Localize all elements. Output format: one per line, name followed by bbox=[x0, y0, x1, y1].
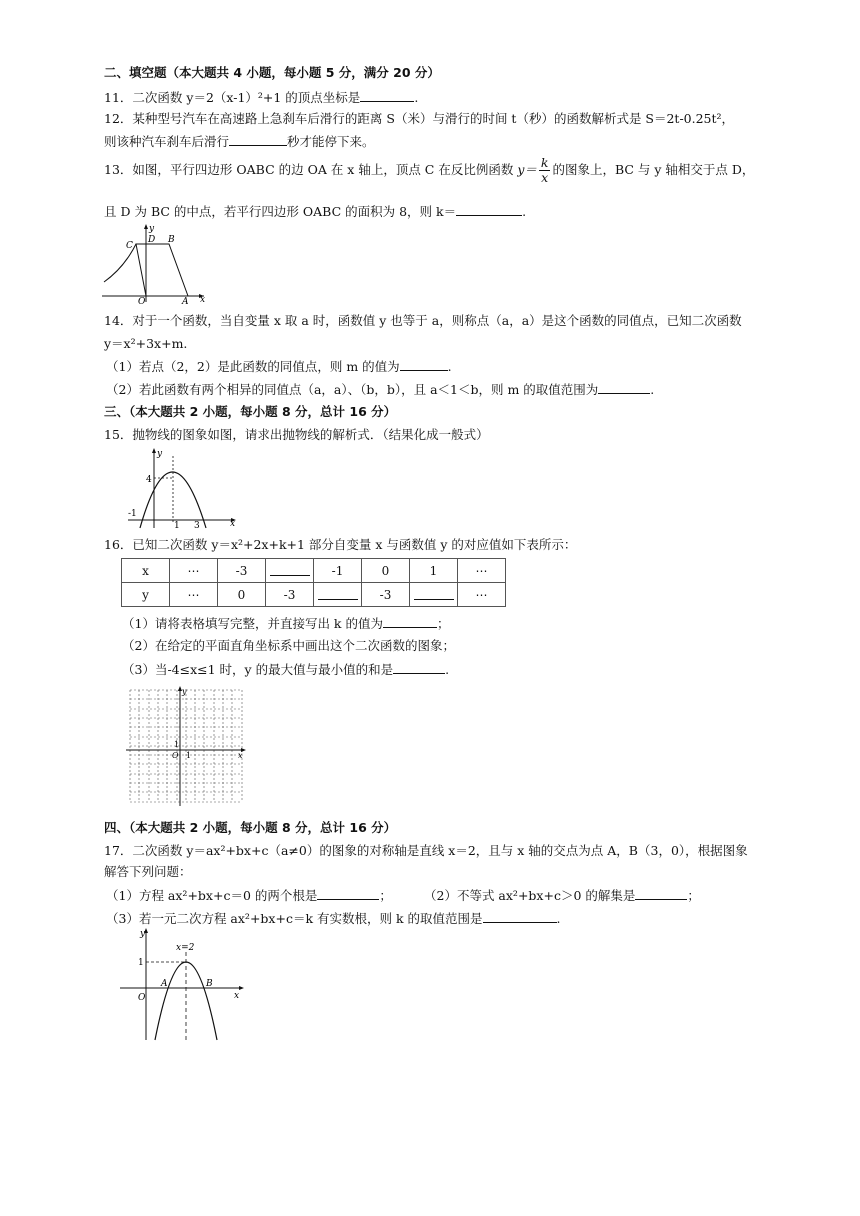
table-cell: -3 bbox=[266, 583, 314, 607]
question-text: 且 D 为 BC 的中点，若平行四边形 OABC 的面积为 8，则 k＝ bbox=[104, 204, 457, 219]
question-12-line2 bbox=[104, 133, 375, 150]
section-title: 二、填空题（本大题共 4 小题，每小题 5 分，满分 20 分） bbox=[104, 65, 440, 80]
table-cell: 0 bbox=[362, 559, 410, 583]
label-1: 1 bbox=[138, 958, 144, 968]
question-text: 的图象上，BC 与 y 轴相交于点 D， bbox=[552, 162, 755, 177]
table-cell: x bbox=[122, 559, 170, 583]
punct: . bbox=[445, 662, 450, 677]
question-11 bbox=[104, 89, 418, 106]
punct: . bbox=[414, 90, 419, 105]
answer-blank[interactable] bbox=[414, 587, 454, 600]
table-cell: y bbox=[122, 583, 170, 607]
question-text: 11．二次函数 y＝2（x-1）²+1 的顶点坐标是 bbox=[104, 90, 361, 105]
label-x-eq-2: x=2 bbox=[176, 943, 195, 953]
formula-y: y＝ bbox=[517, 162, 537, 177]
label-A: A bbox=[161, 979, 168, 989]
section-title: 四、（本大题共 2 小题，每小题 8 分，总计 16 分） bbox=[104, 820, 397, 835]
section-title: 三、（本大题共 2 小题，每小题 8 分，总计 16 分） bbox=[104, 404, 397, 419]
label-D: D bbox=[148, 235, 156, 245]
answer-blank[interactable] bbox=[400, 358, 448, 371]
punct: ； bbox=[436, 616, 450, 631]
table-cell: ⋯ bbox=[458, 559, 506, 583]
punct: . bbox=[556, 911, 561, 926]
table-cell: ⋯ bbox=[458, 583, 506, 607]
question-text: （1）若点（2，2）是此函数的同值点，则 m 的值为 bbox=[106, 359, 400, 374]
label-x: x bbox=[234, 991, 240, 1001]
answer-blank[interactable] bbox=[229, 133, 287, 146]
label-y: y bbox=[149, 224, 155, 234]
label-4: 4 bbox=[146, 475, 152, 485]
label-B: B bbox=[206, 979, 213, 989]
label-x: x bbox=[230, 519, 236, 529]
question-text: 则该种汽车刹车后滑行 bbox=[104, 134, 230, 149]
question-16-part3 bbox=[122, 661, 449, 678]
label-y: y bbox=[157, 449, 163, 459]
label-O: O bbox=[138, 297, 146, 304]
punct: ； bbox=[379, 888, 392, 903]
answer-blank[interactable] bbox=[318, 587, 358, 600]
answer-blank[interactable] bbox=[383, 615, 437, 628]
table-cell-blank[interactable] bbox=[314, 583, 362, 607]
label-x: x bbox=[200, 295, 206, 304]
fraction-k-over-x: $\frac{k}{x}$ bbox=[540, 155, 549, 185]
answer-blank[interactable] bbox=[393, 661, 445, 674]
question-15: 15．抛物线的图象如图，请求出抛物线的解析式．（结果化成一般式） bbox=[104, 427, 489, 442]
question-16-part2: （2）在给定的平面直角坐标系中画出这个二次函数的图象； bbox=[122, 638, 455, 653]
answer-blank[interactable] bbox=[317, 887, 379, 900]
label-y: y bbox=[140, 929, 146, 939]
q17-figure bbox=[118, 924, 248, 1042]
question-16: 16．已知二次函数 y＝x²+2x+k+1 部分自变量 x 与函数值 y 的对应值如下表所示： bbox=[104, 537, 577, 552]
punct: . bbox=[447, 359, 452, 374]
punct: . bbox=[650, 382, 655, 397]
table-cell: -1 bbox=[314, 559, 362, 583]
table-cell: ⋯ bbox=[170, 583, 218, 607]
label-x: x bbox=[238, 751, 243, 760]
punct: . bbox=[522, 204, 527, 219]
label-y: y bbox=[182, 687, 187, 696]
parallelogram bbox=[136, 244, 188, 296]
table-cell: ⋯ bbox=[170, 559, 218, 583]
question-17-line2: 解答下列问题： bbox=[104, 864, 192, 879]
answer-blank[interactable] bbox=[483, 910, 557, 923]
table-cell: 1 bbox=[410, 559, 458, 583]
label-C: C bbox=[126, 241, 133, 251]
question-text: 秒才能停下来。 bbox=[287, 134, 375, 149]
question-16-part1 bbox=[122, 615, 450, 632]
table-cell: 0 bbox=[218, 583, 266, 607]
question-text: （1）方程 ax²+bx+c＝0 的两个根是 bbox=[106, 888, 318, 903]
question-17-part2 bbox=[424, 887, 700, 904]
question-14-part2 bbox=[106, 381, 654, 398]
table-cell-blank[interactable] bbox=[266, 559, 314, 583]
label-1-x: 1 bbox=[186, 751, 192, 760]
question-text: （3）当-4≤x≤1 时，y 的最大值与最小值的和是 bbox=[122, 662, 394, 677]
table-row bbox=[122, 559, 506, 583]
question-text: 13．如图，平行四边形 OABC 的边 OA 在 x 轴上，顶点 C 在反比例函数 bbox=[104, 162, 514, 177]
table-cell-blank[interactable] bbox=[410, 583, 458, 607]
label-1-y: 1 bbox=[174, 740, 180, 749]
value-table bbox=[121, 558, 506, 607]
question-13-line2 bbox=[104, 203, 526, 220]
q13-figure bbox=[98, 222, 208, 304]
answer-blank[interactable] bbox=[270, 563, 310, 576]
answer-blank[interactable] bbox=[456, 203, 522, 216]
label-3: 3 bbox=[194, 521, 200, 530]
question-text: （1）请将表格填写完整，并直接写出 k 的值为 bbox=[122, 616, 383, 631]
label-B: B bbox=[168, 235, 175, 245]
answer-blank[interactable] bbox=[635, 887, 687, 900]
question-text: （2）若此函数有两个相异的同值点（a，a）、（b，b），且 a＜1＜b，则 m 的取值范围为 bbox=[106, 382, 599, 397]
q16-coordinate-grid[interactable] bbox=[126, 686, 246, 806]
question-14-line1: 14．对于一个函数，当自变量 x 取 a 时，函数值 y 也等于 a，则称点（a，a）是这个函数的同值点，已知二次函数 bbox=[104, 313, 742, 328]
question-13-line1 bbox=[104, 156, 754, 185]
question-14-line2: y＝x²+3x+m. bbox=[104, 336, 188, 351]
q15-figure bbox=[124, 446, 238, 530]
question-text: （2）不等式 ax²+bx+c＞0 的解集是 bbox=[424, 888, 636, 903]
question-17-part1 bbox=[106, 887, 392, 904]
label-O: O bbox=[138, 993, 146, 1003]
answer-blank[interactable] bbox=[360, 89, 414, 102]
table-row bbox=[122, 583, 506, 607]
question-14-part1 bbox=[106, 358, 452, 375]
table-cell: -3 bbox=[218, 559, 266, 583]
question-text: （3）若一元二次方程 ax²+bx+c＝k 有实数根，则 k 的取值范围是 bbox=[106, 911, 483, 926]
table-cell: -3 bbox=[362, 583, 410, 607]
question-12-line1: 12．某种型号汽车在高速路上急刹车后滑行的距离 S（米）与滑行的时间 t（秒）的函数解析式是 S＝2t-0.25t²， bbox=[104, 111, 735, 126]
punct: ； bbox=[687, 888, 700, 903]
label-1: 1 bbox=[174, 521, 180, 530]
question-17-line1: 17．二次函数 y＝ax²+bx+c（a≠0）的图象的对称轴是直线 x＝2，且与 x 轴的交点为点 A，B（3，0），根据图象 bbox=[104, 843, 748, 858]
label-O: O bbox=[172, 751, 179, 760]
label-A: A bbox=[182, 297, 189, 304]
label-neg1: -1 bbox=[128, 509, 137, 519]
answer-blank[interactable] bbox=[598, 381, 650, 394]
